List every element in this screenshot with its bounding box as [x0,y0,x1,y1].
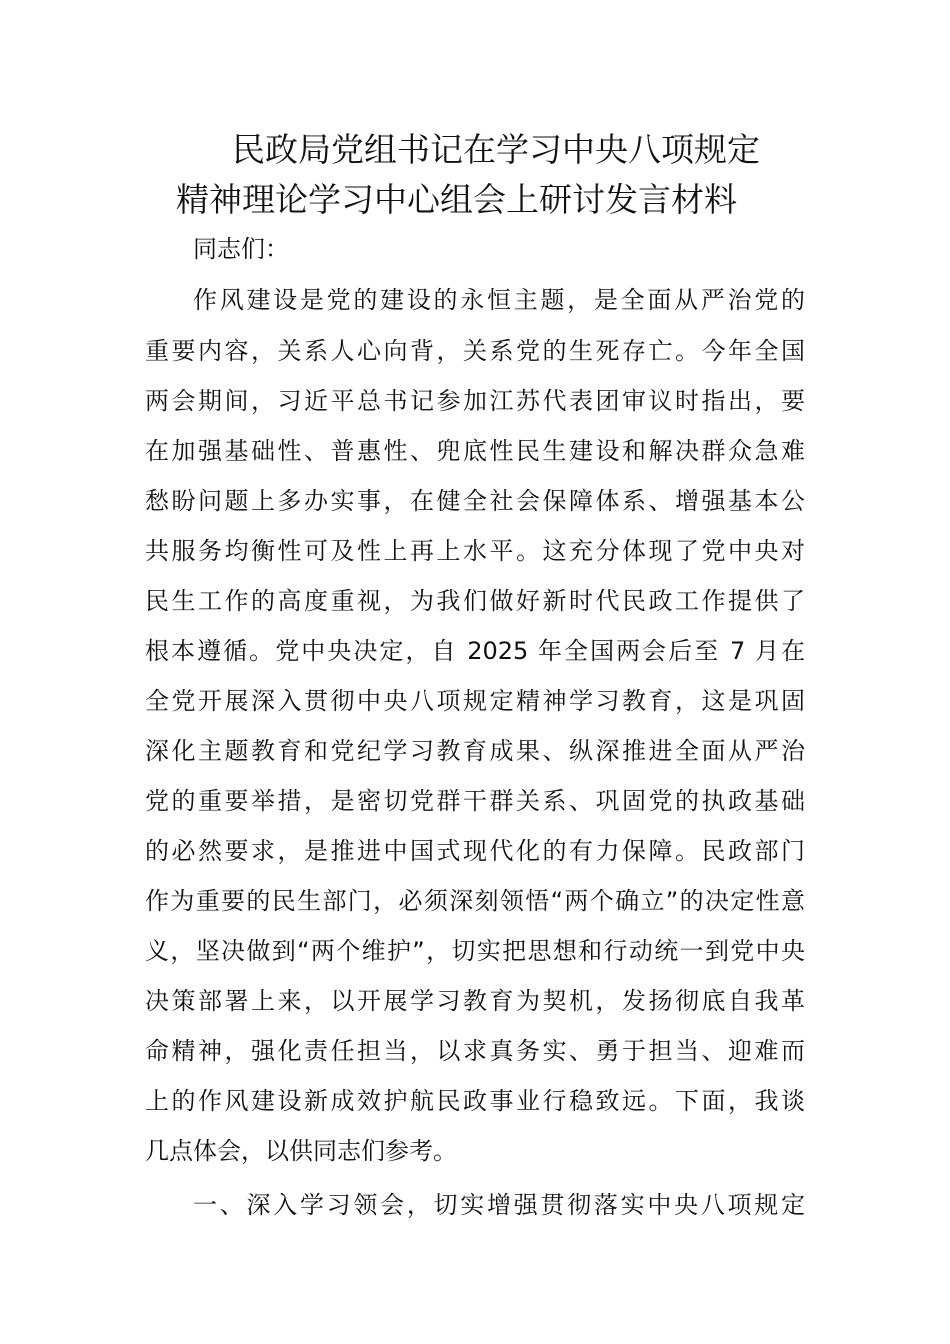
paragraph-line: 作风建设是党的建设的永恒主题，是全面从严治党的 [193,286,805,314]
paragraph-line: 民生工作的高度重视，为我们做好新时代民政工作提供了 [145,587,805,615]
paragraph-line: 在加强基础性、普惠性、兜底性民生建设和解决群众急难 [145,437,805,465]
paragraph-line: 两会期间，习近平总书记参加江苏代表团审议时指出，要 [145,387,805,415]
paragraph-line: 作为重要的民生部门，必须深刻领悟“两个确立”的决定性意 [145,887,805,915]
paragraph-line: 全党开展深入贯彻中央八项规定精神学习教育，这是巩固 [145,687,805,715]
paragraph-line: 几点体会，以供同志们参考。 [145,1137,457,1165]
paragraph-line: 决策部署上来，以开展学习教育为契机，发扬彻底自我革 [145,987,805,1015]
section-heading: 一、深入学习领会，切实增强贯彻落实中央八项规定 [193,1191,805,1219]
salutation: 同志们： [193,235,289,263]
paragraph-line: 深化主题教育和党纪学习教育成果、纵深推进全面从严治 [145,737,805,765]
paragraph-line: 命精神，强化责任担当，以求真务实、勇于担当、迎难而 [145,1037,805,1065]
paragraph-line: 义，坚决做到“两个维护”，切实把思想和行动统一到党中央 [145,937,805,965]
document-title-line-1: 民政局党组书记在学习中央八项规定 [232,130,760,169]
paragraph-line: 根本遵循。党中央决定，自 2025 年全国两会后至 7 月在 [145,637,805,665]
paragraph-line: 共服务均衡性可及性上再上水平。这充分体现了党中央对 [145,537,805,565]
paragraph-line: 重要内容，关系人心向背，关系党的生死存亡。今年全国 [145,337,805,365]
paragraph-line: 上的作风建设新成效护航民政事业行稳致远。下面，我谈 [145,1087,805,1115]
document-title-line-2: 精神理论学习中心组会上研讨发言材料 [176,180,737,219]
paragraph-line: 党的重要举措，是密切党群干群关系、巩固党的执政基础 [145,787,805,815]
paragraph-line: 的必然要求，是推进中国式现代化的有力保障。民政部门 [145,837,805,865]
paragraph-line: 愁盼问题上多办实事，在健全社会保障体系、增强基本公 [145,487,805,515]
